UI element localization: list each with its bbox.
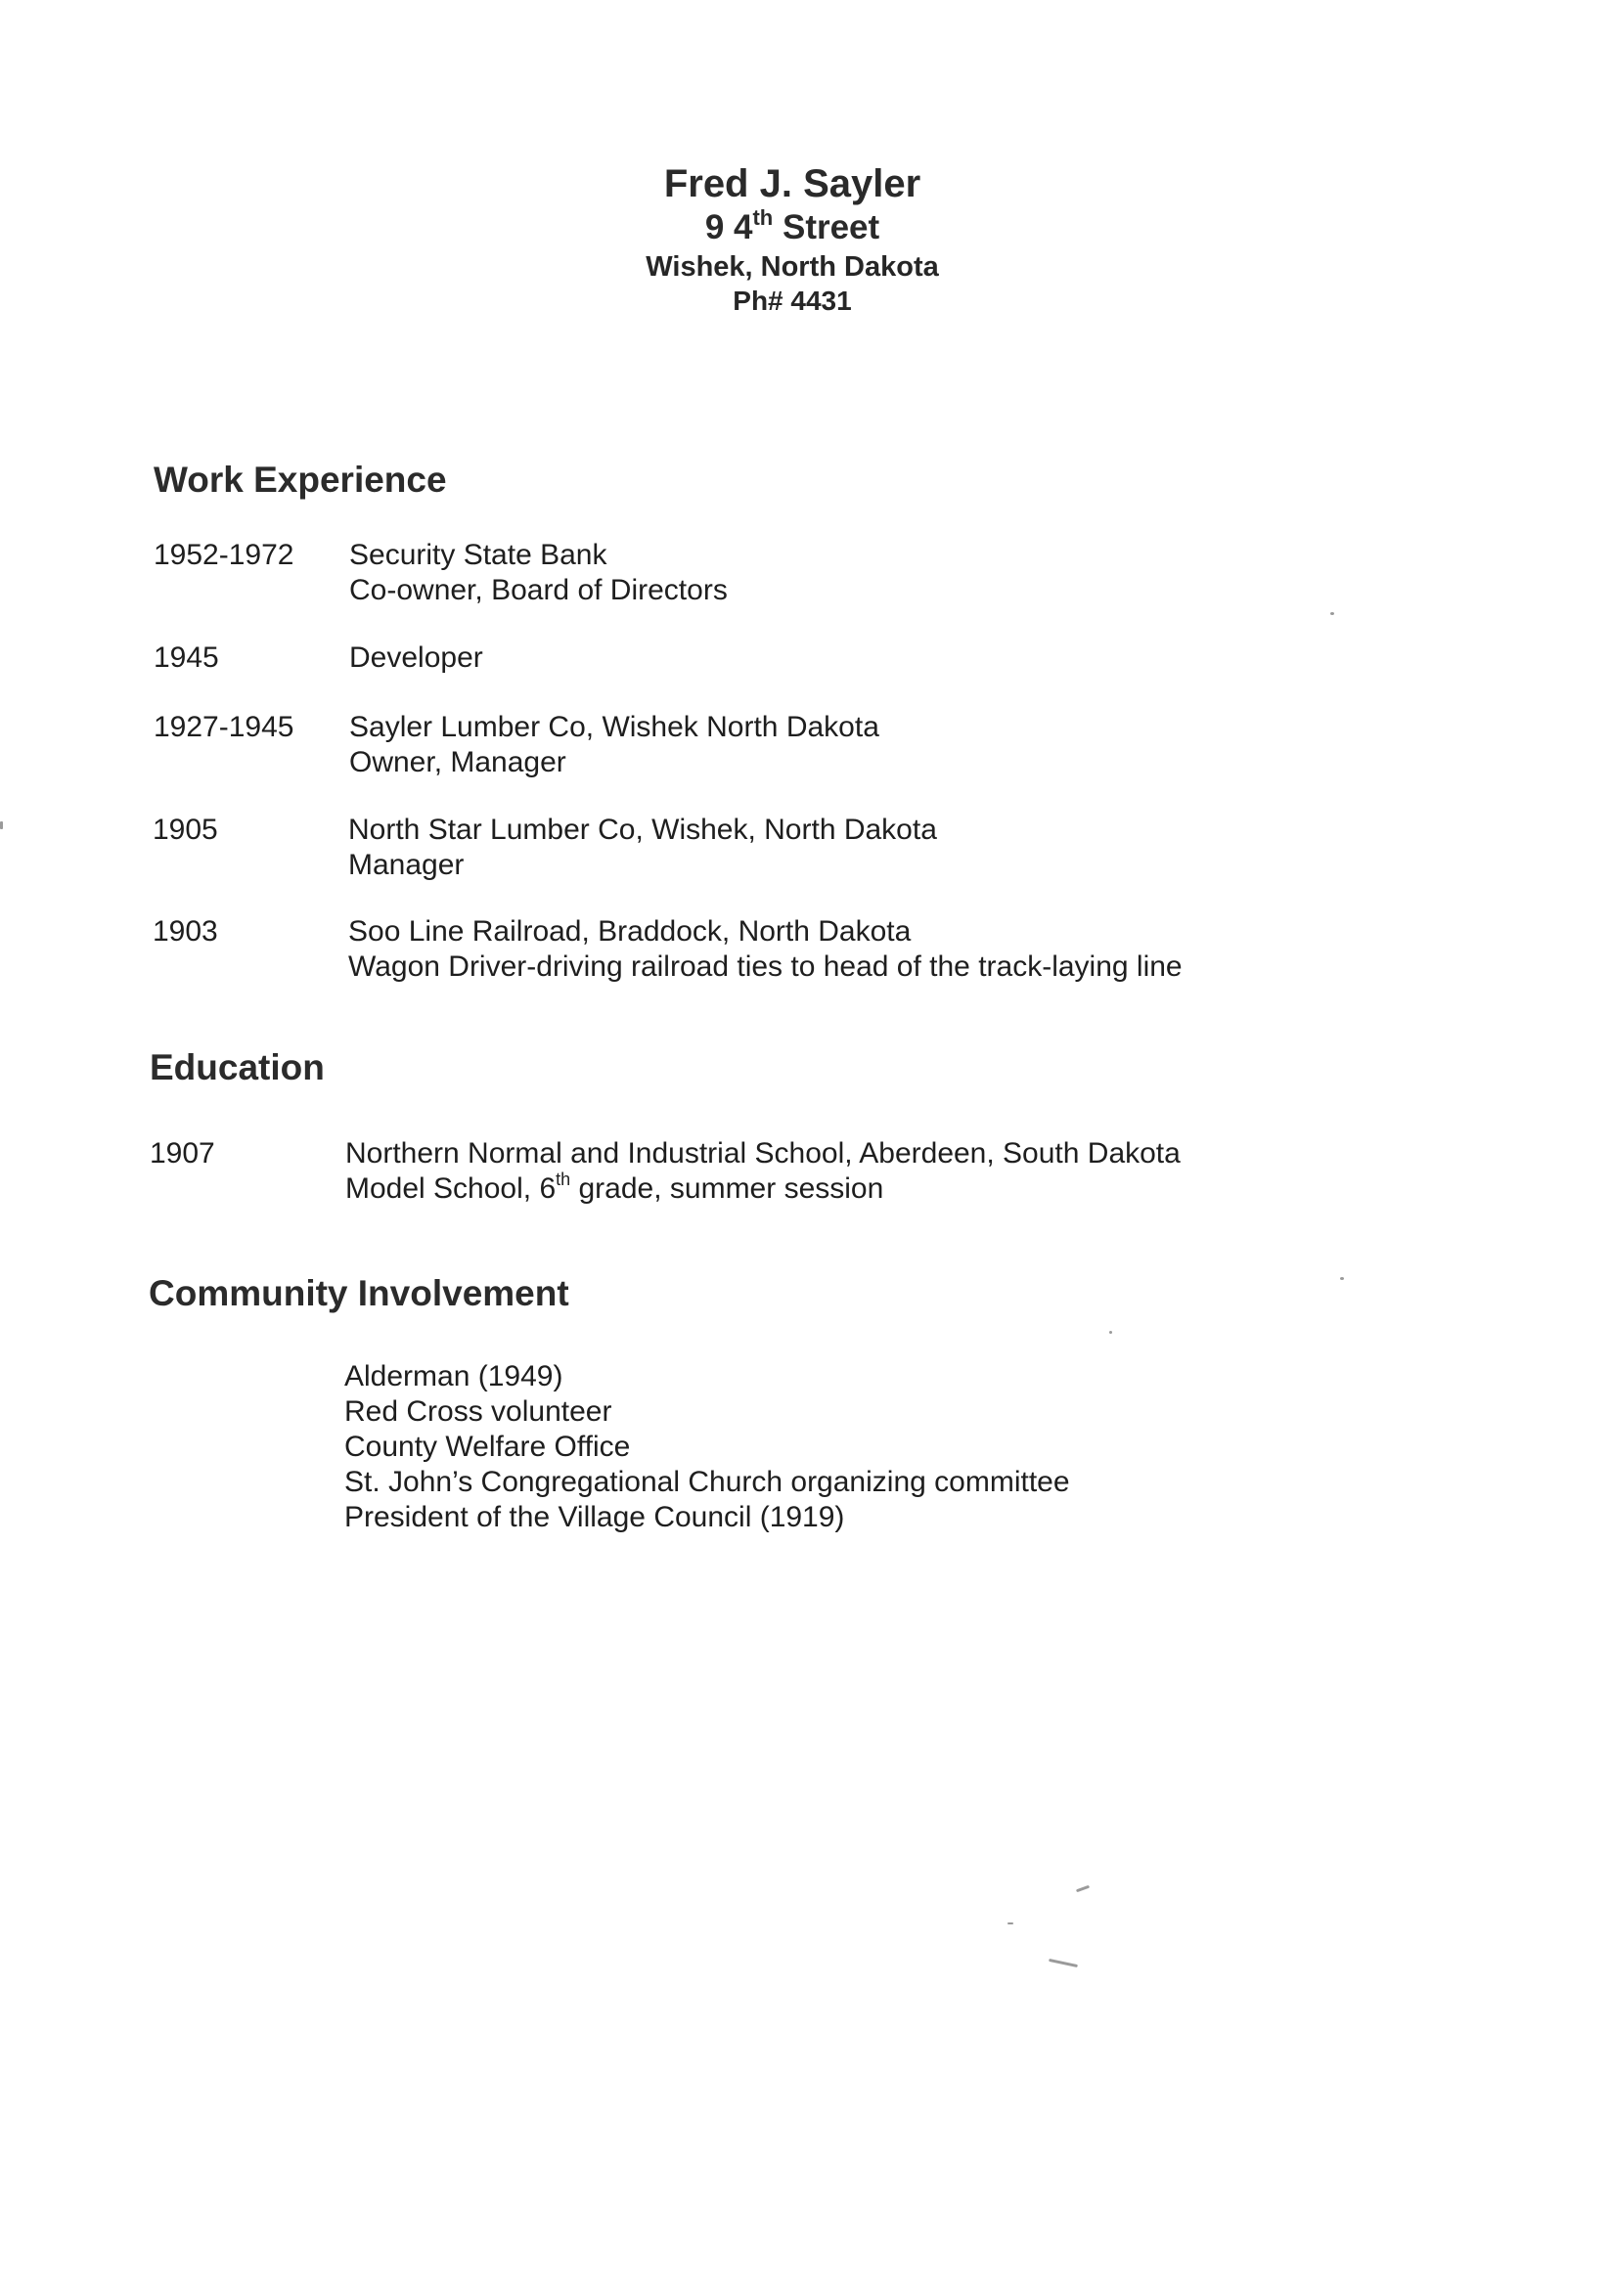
list-item: President of the Village Council (1919) [344,1501,845,1533]
work-entry-line2: Owner, Manager [349,746,566,778]
list-item: Alderman (1949) [344,1360,563,1392]
work-entry-line2: Wagon Driver-driving railroad ties to head of the track-laying line [348,950,1183,983]
education-description [345,1136,1181,1207]
work-entry-year: 1927-1945 [154,711,294,743]
scan-speck [1330,612,1334,615]
scan-speck [1049,1959,1078,1967]
work-entry-year: 1905 [153,814,218,846]
street-number: 9 4 [704,208,753,246]
work-entry-line2: Co-owner, Board of Directors [349,574,728,606]
scan-speck [1076,1885,1090,1893]
street-name: Street [782,208,880,246]
work-entry-year: 1945 [154,641,219,674]
scan-speck [0,821,3,829]
education-line2: Model School, 6th grade, summer session [345,1170,884,1205]
work-entry-line1: Developer [349,641,483,674]
work-entry-line1: Soo Line Railroad, Braddock, North Dakota [348,915,912,948]
phone-line: Ph# 4431 [733,286,852,316]
person-name: Fred J. Sayler [663,162,921,205]
work-entry-description [348,914,1183,985]
list-item: St. John’s Congregational Church organizing committee [344,1466,1070,1498]
scan-speck [1340,1277,1344,1280]
education-heading: Education [150,1047,325,1087]
community-list [344,1359,1070,1535]
community-involvement-heading: Community Involvement [149,1273,569,1313]
education-year: 1907 [150,1137,215,1170]
education-line1: Northern Normal and Industrial School, Aberdeen, South Dakota [345,1137,1181,1170]
work-entry-line1: Sayler Lumber Co, Wishek North Dakota [349,711,879,743]
work-entry-year: 1903 [153,915,218,948]
work-entry-line1: Security State Bank [349,539,607,571]
list-item: Red Cross volunteer [344,1395,612,1428]
street-suffix: th [752,205,774,230]
work-experience-heading: Work Experience [154,460,447,500]
resume-header [0,161,1585,318]
work-entry-year: 1952-1972 [154,539,294,571]
scan-speck [1109,1331,1112,1334]
scan-speck [1007,1922,1013,1924]
city-line: Wishek, North Dakota [646,251,939,283]
work-entry-description [348,813,937,883]
street-address [0,206,1585,249]
list-item: County Welfare Office [344,1431,631,1463]
work-entry-description [349,710,879,780]
work-entry-line2: Manager [348,849,465,881]
work-entry-description [349,640,483,676]
work-entry-description [349,538,728,608]
work-entry-line1: North Star Lumber Co, Wishek, North Dakota [348,814,937,846]
